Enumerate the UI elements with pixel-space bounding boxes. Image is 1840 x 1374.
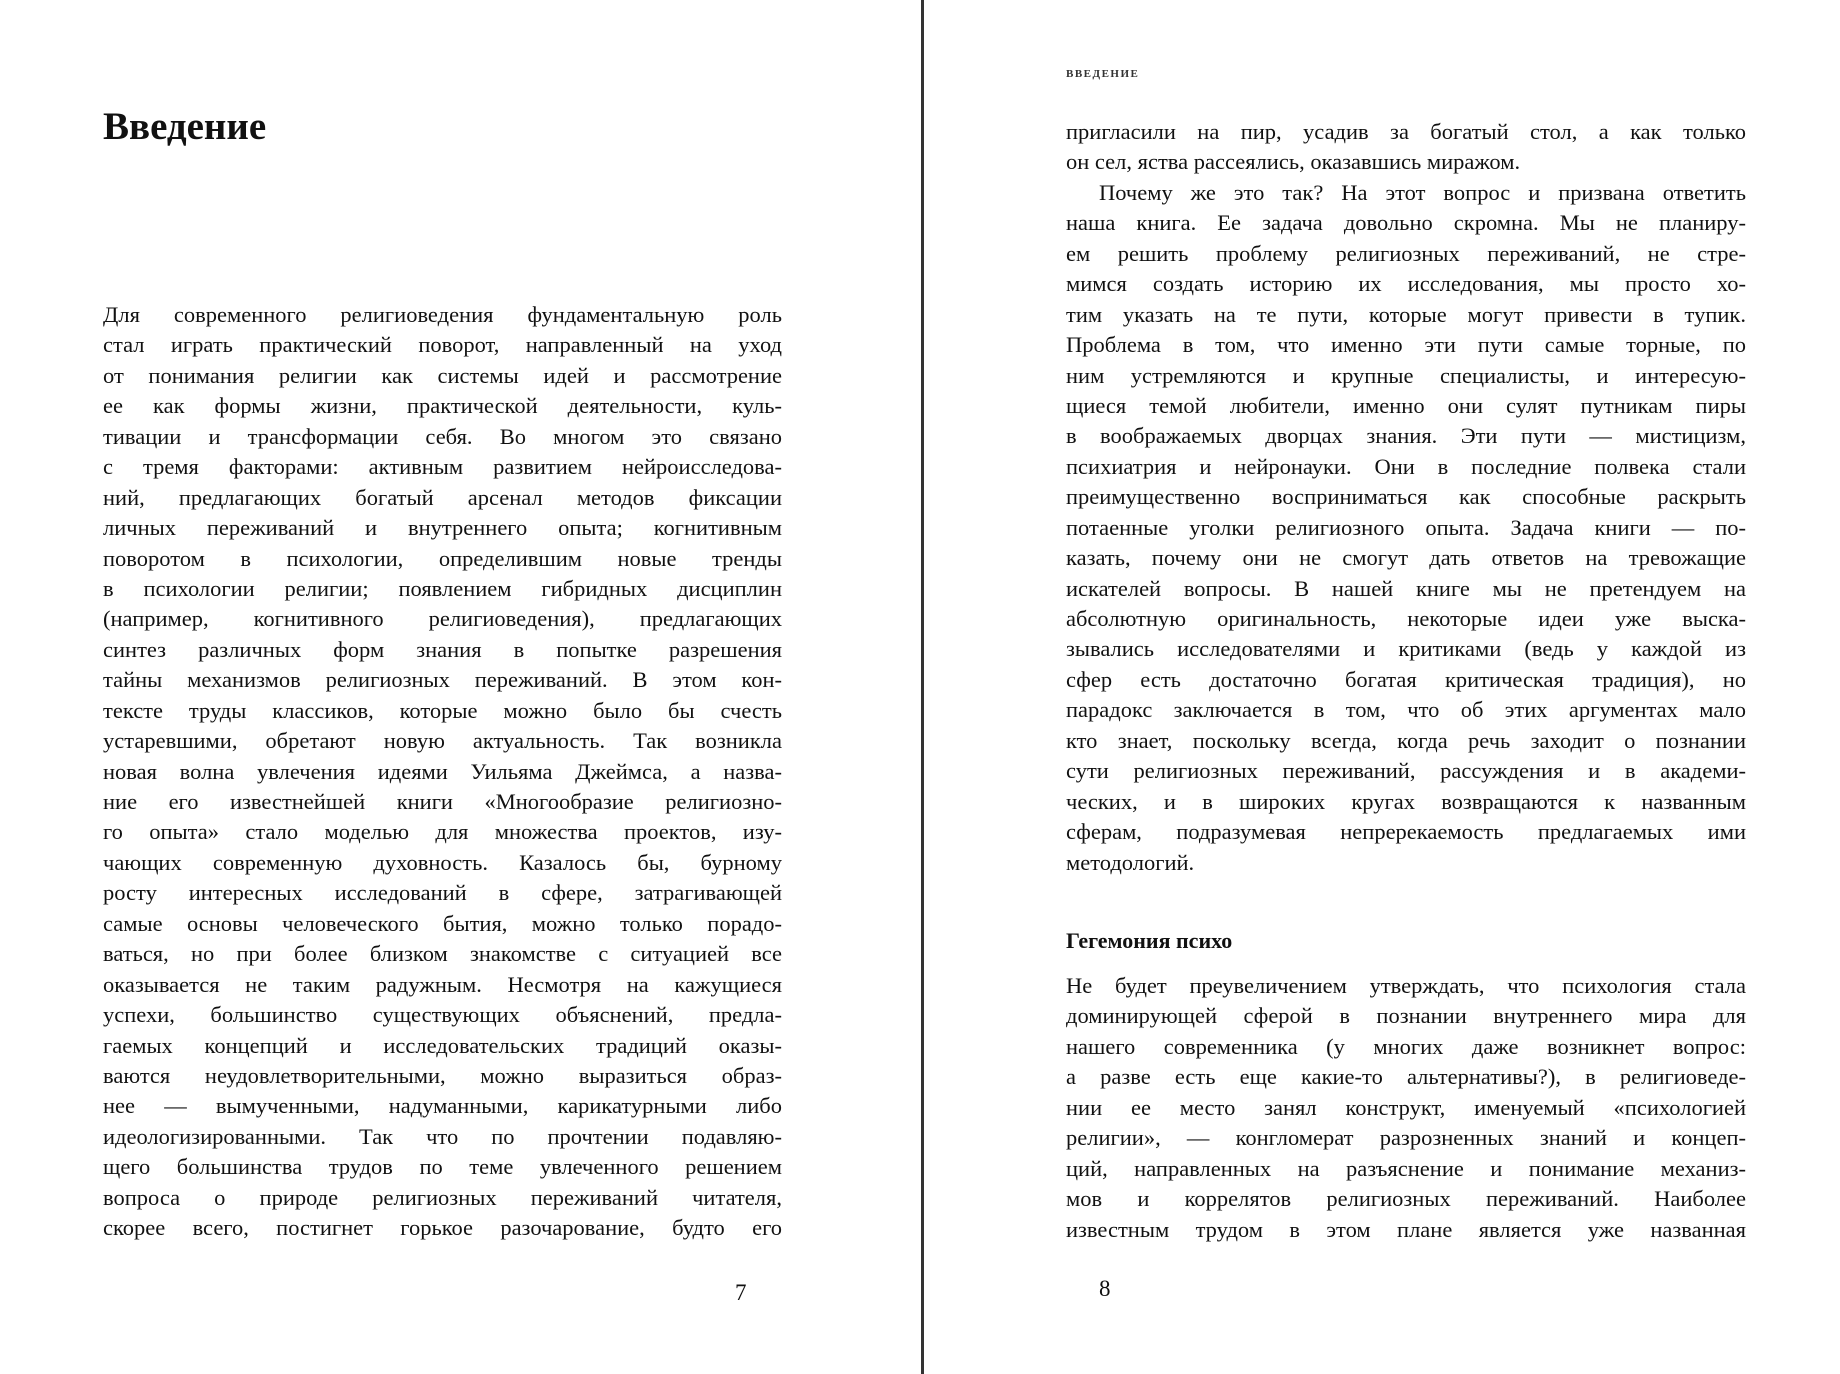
- page-number-right: 8: [1099, 1276, 1111, 1301]
- text-line: тивации и трансформации себя. Во многом это связано: [103, 423, 782, 449]
- left-body-text: [103, 300, 782, 1244]
- text-line: тим указать на те пути, которые могут привести в тупик.: [1066, 301, 1746, 327]
- text-line: сути религиозных переживаний, рассуждения и в академи-: [1066, 758, 1746, 784]
- text-line: а разве есть еще какие-то альтернативы?), в религиоведе-: [1066, 1064, 1746, 1090]
- text-line: пригласили на пир, усадив за богатый стол, а как только: [1066, 119, 1746, 144]
- text-line: доминирующей сферой в познании внутреннего мира для: [1066, 1003, 1746, 1029]
- text-line: (например, когнитивного религиоведения), предлагающих: [103, 606, 782, 632]
- text-line: наша книга. Ее задача довольно скромна. Мы не планиру-: [1066, 210, 1746, 236]
- text-line: идеологизированными. Так что по прочтении подавляю-: [103, 1123, 782, 1149]
- text-line: искателей вопросы. В нашей книге мы не претендуем на: [1066, 575, 1746, 601]
- text-line: Проблема в том, что именно эти пути самые торные, по: [1066, 332, 1746, 358]
- text-line: устаревшими, обретают новую актуальность. Так возникла: [103, 728, 782, 754]
- text-line: зывались исследователями и критиками (ведь у каждой из: [1066, 636, 1746, 662]
- text-line: известным трудом в этом плане является уже названная: [1066, 1216, 1746, 1242]
- text-line: тайны механизмов религиозных переживаний. В этом кон-: [103, 667, 782, 693]
- right-body-text: [1066, 117, 1746, 878]
- text-line: тексте труды классиков, которые можно было бы счесть: [103, 697, 782, 723]
- text-line: от понимания религии как системы идей и рассмотрение: [103, 362, 782, 388]
- text-line: росту интересных исследований в сфере, затрагивающей: [103, 880, 782, 906]
- text-line: нии ее место занял конструкт, именуемый «психологией: [1066, 1094, 1746, 1120]
- text-line: гаемых концепций и исследовательских традиций оказы-: [103, 1032, 782, 1058]
- text-line: стал играть практический поворот, направленный на уход: [103, 332, 782, 358]
- text-line: в психологии религии; появлением гибридных дисциплин: [103, 575, 782, 601]
- text-line: самые основы человеческого бытия, можно только порадо-: [103, 910, 782, 936]
- text-line: Не будет преувеличением утверждать, что психология стала: [1066, 973, 1746, 998]
- text-line: личных переживаний и внутреннего опыта; когнитивным: [103, 515, 782, 541]
- text-line: мов и коррелятов религиозных переживаний. Наиболее: [1066, 1186, 1746, 1212]
- section-body-text: [1066, 971, 1746, 1245]
- text-line: с тремя факторами: активным развитием нейроисследова-: [103, 454, 782, 480]
- text-line: методологий.: [1066, 849, 1195, 875]
- text-line: ций, направленных на разъяснение и понимание механиз-: [1066, 1155, 1746, 1181]
- text-line: казать, почему они не смогут дать ответов на тревожащие: [1066, 545, 1746, 571]
- text-line: абсолютную оригинальность, некоторые идеи уже выска-: [1066, 606, 1746, 631]
- section-heading: Гегемония психо: [1066, 928, 1233, 953]
- text-line: поворотом в психологии, определившим новые тренды: [103, 545, 782, 571]
- text-line: Почему же это так? На этот вопрос и призвана ответить: [1099, 179, 1746, 205]
- chapter-title: Введение: [103, 105, 267, 148]
- text-line: ние его известнейшей книги «Многообразие религиозно-: [103, 789, 782, 814]
- text-line: сфер есть достаточно богатая критическая традиция), но: [1066, 666, 1746, 692]
- text-line: ем решить проблему религиозных переживаний, не стре-: [1066, 240, 1746, 266]
- text-line: Для современного религиоведения фундаментальную роль: [103, 302, 782, 327]
- text-line: ческих, и в широких кругах возвращаются к названным: [1066, 788, 1746, 814]
- text-line: новая волна увлечения идеями Уильяма Джеймса, а назва-: [103, 758, 782, 784]
- text-line: парадокс заключается в том, что об этих аргументах мало: [1066, 697, 1746, 723]
- page-spine-divider: [921, 0, 924, 1374]
- text-line: чающих современную духовность. Казалось бы, бурному: [103, 849, 782, 875]
- running-head: ВВЕДЕНИЕ: [1066, 68, 1140, 80]
- text-line: ний, предлагающих богатый арсенал методов фиксации: [103, 484, 782, 510]
- text-line: успехи, большинство существующих объяснений, предла-: [103, 1002, 782, 1028]
- text-line: потаенные уголки религиозного опыта. Задача книги — по-: [1066, 514, 1746, 540]
- text-line: синтез различных форм знания в попытке разрешения: [103, 636, 782, 662]
- text-line: религии», — конгломерат разрозненных знаний и концеп-: [1066, 1125, 1746, 1151]
- text-line: скорее всего, постигнет горькое разочарование, будто его: [103, 1215, 782, 1241]
- text-line: го опыта» стало моделью для множества проектов, изу-: [103, 819, 782, 845]
- text-line: нашего современника (у многих даже возникнет вопрос:: [1066, 1033, 1746, 1059]
- text-line: психиатрия и нейронауки. Они в последние полвека стали: [1066, 453, 1746, 479]
- text-line: ваться, но при более близком знакомстве с ситуацией все: [103, 941, 782, 967]
- text-line: мимся создать историю их исследования, мы просто хо-: [1066, 271, 1746, 297]
- text-line: вопроса о природе религиозных переживаний читателя,: [103, 1184, 782, 1210]
- text-line: в воображаемых дворцах знания. Эти пути — мистицизм,: [1066, 423, 1746, 449]
- text-line: щего большинства трудов по теме увлеченного решением: [103, 1154, 782, 1180]
- text-line: нее — вымученными, надуманными, карикатурными либо: [103, 1093, 782, 1119]
- text-line: преимущественно восприниматься как способные раскрыть: [1066, 484, 1746, 510]
- text-line: щиеся темой любители, именно они сулят путникам пиры: [1066, 392, 1746, 418]
- text-line: оказывается не таким радужным. Несмотря на кажущиеся: [103, 971, 782, 997]
- text-line: ним устремляются и крупные специалисты, и интересую-: [1066, 362, 1746, 388]
- page-number-left: 7: [735, 1280, 747, 1305]
- text-line: сферам, подразумевая непререкаемость предлагаемых ими: [1066, 819, 1746, 845]
- text-line: ее как формы жизни, практической деятельности, куль-: [103, 393, 782, 419]
- text-line: ваются неудовлетворительными, можно выразиться образ-: [103, 1062, 782, 1088]
- text-line: кто знает, поскольку всегда, когда речь заходит о познании: [1066, 727, 1746, 753]
- text-line: он сел, яства рассеялись, оказавшись миражом.: [1066, 149, 1521, 175]
